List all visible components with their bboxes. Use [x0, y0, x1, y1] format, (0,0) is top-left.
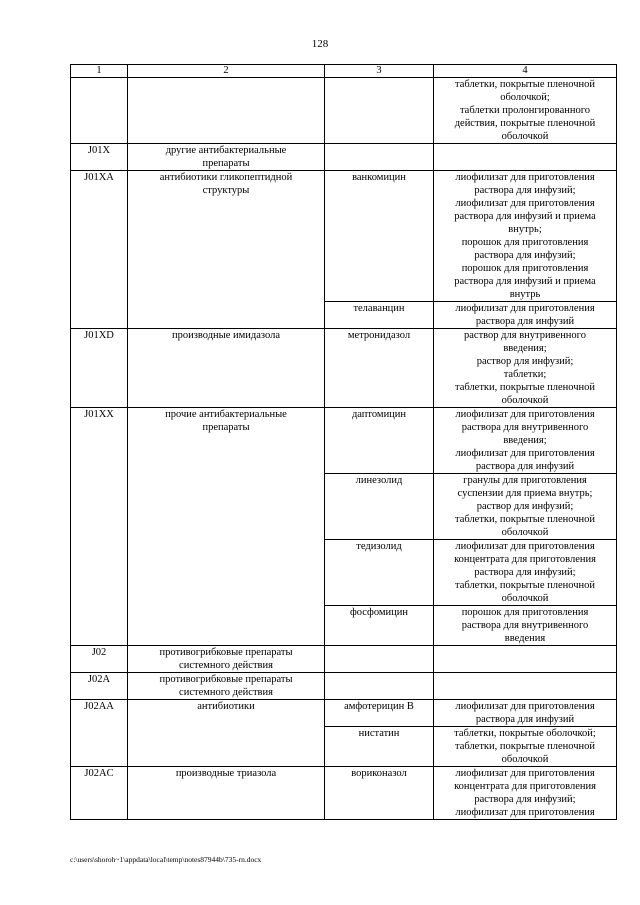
group-cell [128, 408, 325, 646]
page-number: 128 [311, 38, 329, 50]
cell-text-line: другие антибактериальные [165, 145, 287, 156]
cell-text-line: гранулы для приготовления [463, 475, 587, 486]
drug-cell [325, 673, 434, 700]
drug-cell [325, 700, 434, 727]
cell-text-line: фосфомицин [349, 607, 409, 618]
cell-text-line: таблетки, покрытые пленочной [454, 382, 595, 393]
dosage-form-cell [434, 78, 617, 144]
table-row [71, 329, 617, 408]
cell-text-line: раствор для инфузий; [476, 501, 574, 512]
cell-text-line: линезолид [355, 475, 403, 486]
cell-text-line: лиофилизат для приготовления [455, 768, 595, 779]
cell-text-line: препараты [202, 158, 250, 169]
cell-text-line: лиофилизат для приготовления [455, 303, 595, 314]
cell-text-line: раствора для инфузий; [474, 794, 576, 805]
dosage-form-cell [434, 646, 617, 673]
cell-text-line: лиофилизат для приготовления [455, 198, 595, 209]
cell-text-line: лиофилизат для приготовления [455, 409, 595, 420]
dosage-form-cell [434, 329, 617, 408]
drug-table [70, 64, 617, 820]
cell-text-line: препараты [202, 422, 250, 433]
atc-code-cell: J01XA [71, 171, 128, 329]
dosage-form-cell [434, 540, 617, 606]
cell-text-line: системного действия [179, 660, 273, 671]
cell-text-line: порошок для приготовления [461, 607, 589, 618]
drug-cell [325, 540, 434, 606]
cell-text-line: концентрата для приготовления [454, 554, 596, 565]
atc-code-cell [71, 78, 128, 144]
group-cell [128, 767, 325, 820]
cell-text-line: раствора для инфузий и приема [454, 211, 596, 222]
cell-text-line: вориконазол [351, 768, 407, 779]
table-body [71, 78, 617, 820]
cell-text-line: раствора для инфузий; [474, 250, 576, 261]
cell-text-line: даптомицин [351, 409, 407, 420]
cell-text-line: лиофилизат для приготовления [455, 701, 595, 712]
cell-text-line: оболочкой [501, 527, 549, 538]
cell-text-line: раствора для инфузий [475, 461, 575, 472]
cell-text-line: суспензии для приема внутрь; [457, 488, 593, 499]
table-row [71, 144, 617, 171]
cell-text-line: оболочкой; [500, 92, 550, 103]
cell-text-line: прочие антибактериальные [165, 409, 287, 420]
group-cell [128, 144, 325, 171]
cell-text-line: раствор для внутривенного [464, 330, 586, 341]
cell-text-line: ванкомицин [352, 172, 406, 183]
cell-text-line: антибиотики [197, 701, 255, 712]
drug-cell [325, 727, 434, 767]
cell-text-line: таблетки, покрытые пленочной [454, 79, 595, 90]
cell-text-line: раствора для внутривенного [461, 620, 589, 631]
group-cell [128, 700, 325, 767]
table-row [71, 767, 617, 820]
cell-text-line: оболочкой [501, 754, 549, 765]
cell-text-line: антибиотики гликопептидной [159, 172, 293, 183]
cell-text-line: лиофилизат для приготовления [455, 541, 595, 552]
cell-text-line: порошок для приготовления [461, 263, 589, 274]
cell-text-line: лиофилизат для приготовления [455, 448, 595, 459]
cell-text-line: таблетки, покрытые пленочной [454, 514, 595, 525]
atc-code-cell: J01XD [71, 329, 128, 408]
cell-text-line: порошок для приготовления [461, 237, 589, 248]
group-cell [128, 329, 325, 408]
cell-text-line: таблетки; [503, 369, 547, 380]
cell-text-line: лиофилизат для приготовления [455, 807, 595, 818]
dosage-form-cell [434, 673, 617, 700]
cell-text-line: системного действия [179, 687, 273, 698]
dosage-form-cell [434, 408, 617, 474]
dosage-form-cell [434, 700, 617, 727]
cell-text-line: противогрибковые препараты [159, 647, 293, 658]
cell-text-line: производные триазола [175, 768, 277, 779]
header-col-4: 4 [434, 65, 617, 78]
cell-text-line: оболочкой [501, 131, 549, 142]
drug-cell [325, 144, 434, 171]
cell-text-line: противогрибковые препараты [159, 674, 293, 685]
table-row [71, 78, 617, 144]
cell-text-line: таблетки, покрытые пленочной [454, 580, 595, 591]
header-col-1: 1 [71, 65, 128, 78]
cell-text-line: раствора для инфузий [475, 714, 575, 725]
cell-text-line: введения [504, 633, 546, 644]
cell-text-line: телаванцин [353, 303, 405, 314]
drug-cell [325, 78, 434, 144]
group-cell [128, 673, 325, 700]
drug-cell [325, 646, 434, 673]
header-row [71, 65, 617, 78]
group-cell [128, 78, 325, 144]
cell-text-line: концентрата для приготовления [454, 781, 596, 792]
cell-text-line: таблетки, покрытые пленочной [454, 741, 595, 752]
drug-cell [325, 474, 434, 540]
dosage-form-cell [434, 767, 617, 820]
dosage-form-cell [434, 474, 617, 540]
cell-text-line: действия, покрытые пленочной [454, 118, 596, 129]
dosage-form-cell [434, 171, 617, 302]
table-row [71, 673, 617, 700]
atc-code-cell: J02A [71, 673, 128, 700]
cell-text-line: раствора для инфузий и приема [454, 276, 596, 287]
cell-text-line: таблетки пролонгированного [459, 105, 591, 116]
cell-text-line: внутрь; [508, 224, 542, 235]
cell-text-line: тедизолид [356, 541, 402, 552]
cell-text-line: раствора для инфузий; [474, 567, 576, 578]
cell-text-line: структуры [202, 185, 250, 196]
cell-text-line: раствора для внутривенного [461, 422, 589, 433]
cell-text-line: введения; [503, 343, 547, 354]
atc-code-cell: J01XX [71, 408, 128, 646]
drug-cell [325, 302, 434, 329]
cell-text-line: раствор для инфузий; [476, 356, 574, 367]
dosage-form-cell [434, 302, 617, 329]
table-row [71, 646, 617, 673]
drug-cell [325, 408, 434, 474]
atc-code-cell: J01X [71, 144, 128, 171]
cell-text-line: производные имидазола [171, 330, 280, 341]
cell-text-line: раствора для инфузий [475, 316, 575, 327]
atc-code-cell: J02AA [71, 700, 128, 767]
table-row [71, 408, 617, 474]
header-col-2: 2 [128, 65, 325, 78]
dosage-form-cell [434, 727, 617, 767]
header-col-3: 3 [325, 65, 434, 78]
cell-text-line: оболочкой [501, 395, 549, 406]
drug-cell [325, 767, 434, 820]
cell-text-line: таблетки, покрытые оболочкой; [454, 728, 596, 739]
cell-text-line: внутрь [509, 289, 541, 300]
cell-text-line: введения; [503, 435, 547, 446]
dosage-form-cell [434, 606, 617, 646]
cell-text-line: нистатин [358, 728, 400, 739]
cell-text-line: амфотерицин B [344, 701, 414, 712]
cell-text-line: метронидазол [347, 330, 411, 341]
table-row [71, 171, 617, 302]
footer-file-path: c:\users\shoroh~1\appdata\local\temp\notes87944b\735-rn.docx [70, 855, 262, 864]
dosage-form-cell [434, 144, 617, 171]
table-row [71, 700, 617, 727]
drug-cell [325, 329, 434, 408]
cell-text-line: раствора для инфузий; [474, 185, 576, 196]
cell-text-line: оболочкой [501, 593, 549, 604]
group-cell [128, 646, 325, 673]
cell-text-line: лиофилизат для приготовления [455, 172, 595, 183]
atc-code-cell: J02 [71, 646, 128, 673]
atc-code-cell: J02AC [71, 767, 128, 820]
drug-cell [325, 171, 434, 302]
drug-cell [325, 606, 434, 646]
group-cell [128, 171, 325, 329]
